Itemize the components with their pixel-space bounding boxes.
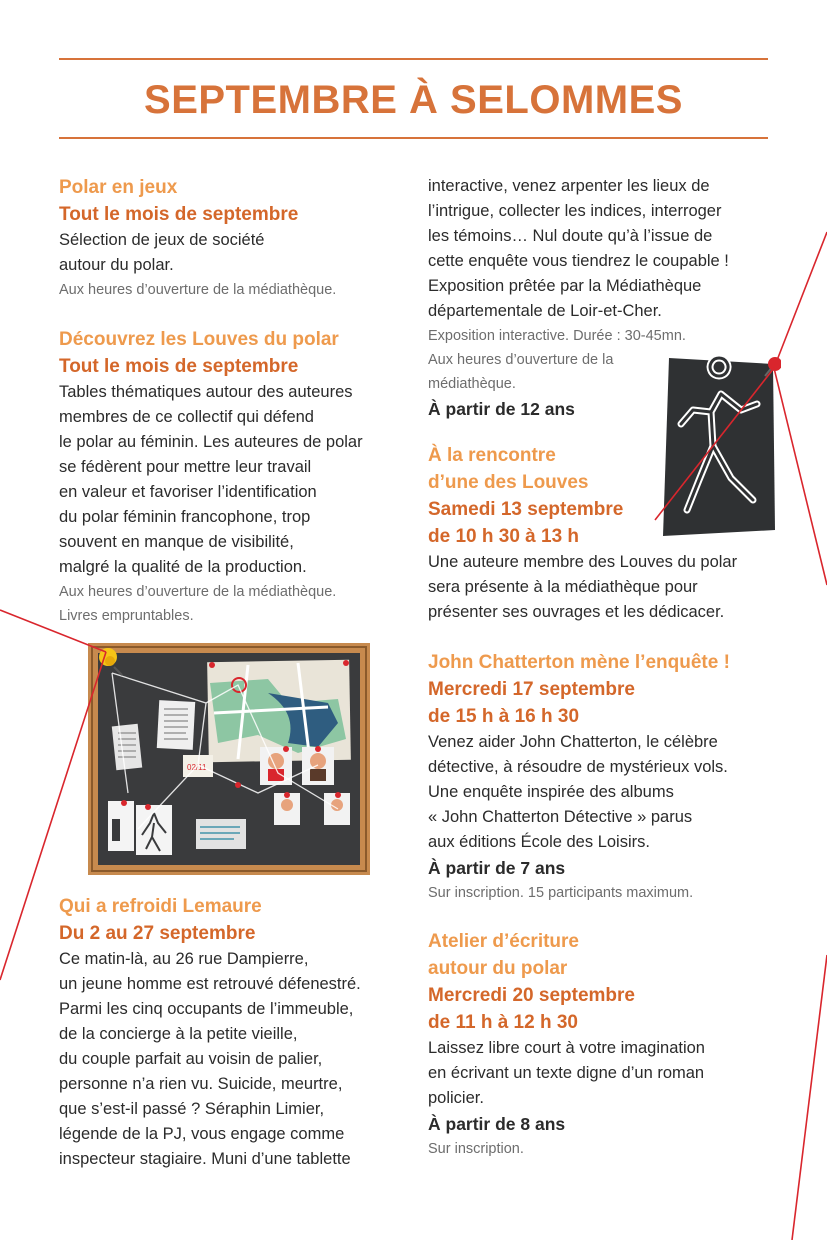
event-title: Polar en jeux bbox=[59, 177, 178, 198]
event-note: Sur inscription. bbox=[428, 1141, 524, 1157]
event-description: Laissez libre court à votre imagination en écrivant un texte digne d’un roman policier. bbox=[428, 1039, 705, 1107]
top-rule bbox=[59, 58, 768, 60]
event-age: À partir de 12 ans bbox=[428, 399, 575, 419]
event-date: Mercredi 17 septembre de 15 h à 16 h 30 bbox=[428, 679, 635, 727]
event-date: Tout le mois de septembre bbox=[59, 356, 299, 377]
event-polar-en-jeux bbox=[59, 174, 399, 302]
map-icon bbox=[207, 660, 351, 762]
event-john-chatterton bbox=[428, 649, 773, 905]
sticky-note-icon bbox=[183, 755, 213, 777]
event-age: À partir de 8 ans bbox=[428, 1114, 566, 1134]
event-description: Venez aider John Chatterton, le célèbre détective, à résoudre de mystérieux vols. Une enquête inspirée des albums « John Chatterton Détective » parus aux éditions École des Loisirs. bbox=[428, 733, 728, 851]
event-atelier-ecriture bbox=[428, 928, 773, 1161]
event-date: Du 2 au 27 septembre bbox=[59, 923, 256, 944]
event-title: Qui a refroidi Lemaure bbox=[59, 896, 262, 917]
event-title: À la rencontre d’une des Louves bbox=[428, 445, 589, 493]
event-title: Atelier d’écriture autour du polar bbox=[428, 931, 579, 979]
bottom-title-rule bbox=[59, 137, 768, 139]
event-qui-a-refroidi-lemaure bbox=[59, 893, 404, 1172]
event-note: Aux heures d’ouverture de la médiathèque. Livres empruntables. bbox=[59, 584, 337, 624]
event-note: Exposition interactive. Durée : 30-45mn. Aux heures d’ouverture de la médiathèque. bbox=[428, 328, 686, 392]
event-date: Samedi 13 septembre de 10 h 30 à 13 h bbox=[428, 499, 624, 547]
event-date: Tout le mois de septembre bbox=[59, 204, 299, 225]
event-title: Découvrez les Louves du polar bbox=[59, 329, 339, 350]
event-note: Aux heures d’ouverture de la médiathèque. bbox=[59, 282, 337, 298]
event-age: À partir de 7 ans bbox=[428, 858, 566, 878]
event-louves-du-polar bbox=[59, 326, 404, 628]
event-description: Une auteure membre des Louves du polar sera présente à la médiathèque pour présenter ses ouvrages et les dédicacer. bbox=[428, 553, 738, 621]
event-description: Ce matin-là, au 26 rue Dampierre, un jeune homme est retrouvé défenestré. Parmi les cinq occupants de l’immeuble, de la concierge à la petite vieille, du couple parfait au voisin de palier, personne n’a rien vu. Suicide, meurtre, que s’est-il passé ? Séraphin Limier, légende de la PJ, vous engage comme inspecteur stagiaire. Muni d’une tablette bbox=[59, 950, 361, 1168]
investigation-corkboard-icon bbox=[88, 643, 370, 875]
sticky-note-label: 02/11 bbox=[187, 763, 207, 772]
event-description: Sélection de jeux de société autour du polar. bbox=[59, 231, 265, 274]
event-note: Sur inscription. 15 participants maximum. bbox=[428, 885, 694, 901]
page-title: SEPTEMBRE À SELOMMES bbox=[144, 78, 683, 122]
event-description: Tables thématiques autour des auteures membres de ce collectif qui défend le polar au féminin. Les auteures de polar se fédèrent pour mettre leur travail en valeur et favoriser l’identification du polar féminin francophone, trop souvent en manque de visibilité, malgré la qualité de la production. bbox=[59, 383, 363, 576]
event-date: Mercredi 20 septembre de 11 h à 12 h 30 bbox=[428, 985, 635, 1033]
event-title: John Chatterton mène l’enquête ! bbox=[428, 652, 730, 673]
event-a-la-rencontre bbox=[428, 442, 768, 625]
event-description-continued: interactive, venez arpenter les lieux de l’intrigue, collecter les indices, interroger les témoins… Nul doute qu’à l’issue de cette enquête vous tiendrez le coupable ! Exposition prêtée par la Médiathèque départementale de Loir-et-Cher. bbox=[428, 177, 729, 320]
